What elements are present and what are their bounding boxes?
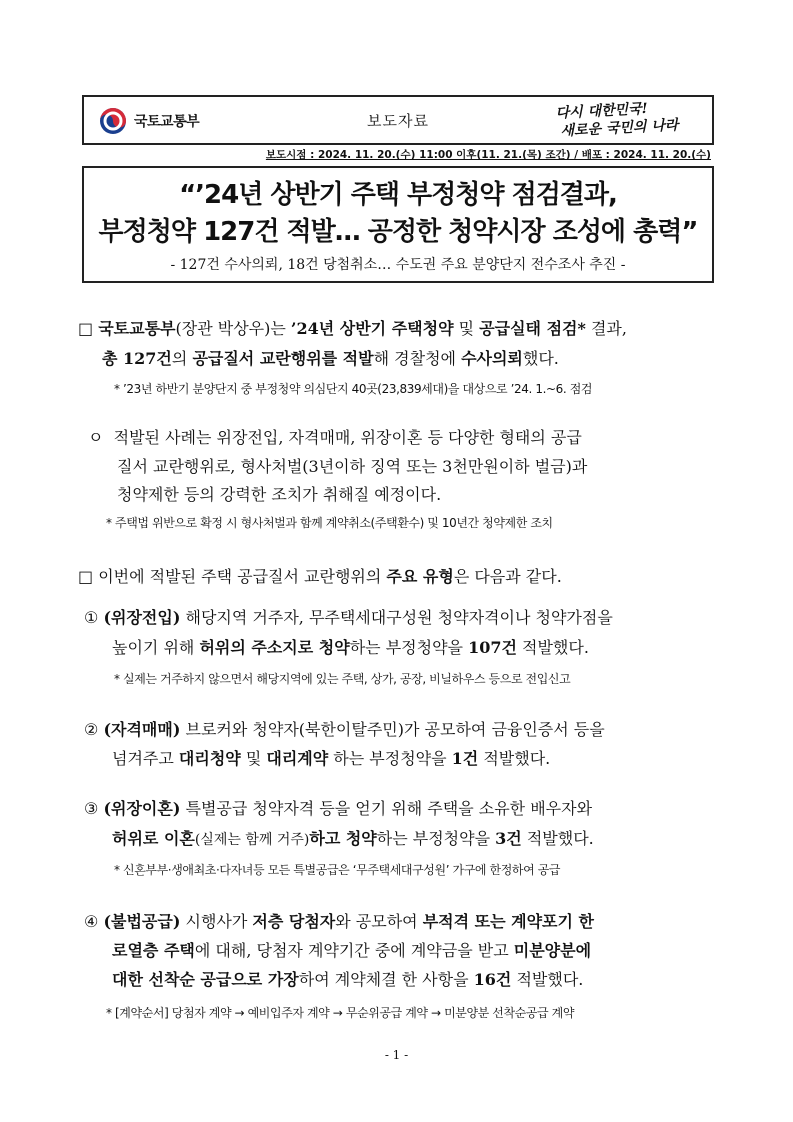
document-type: 보도자료 (367, 112, 429, 130)
item-1-line-1: ① (위장전입) 해당지역 거주자, 무주택세대구성원 청약자격이나 청약가점을 (84, 608, 613, 627)
item-4-footnote: * [계약순서] 당첨자 계약 → 예비입주자 계약 → 무순위공급 계약 → 미분양분 선착순공급 계약 (106, 1006, 575, 1020)
header-box (82, 95, 714, 145)
item-3-line-2: 허위로 이혼(실제는 함께 거주)하고 청약하는 부정청약을 3건 적발했다. (112, 829, 594, 848)
paragraph-2-line-3: 청약제한 등의 강력한 조치가 취해질 예정이다. (117, 485, 442, 504)
item-4-line-2: 로열층 주택에 대해, 당첨자 계약기간 중에 계약금을 받고 미분양분에 (112, 941, 592, 960)
paragraph-2-footnote: * 주택법 위반으로 확정 시 형사처벌과 함께 계약취소(주택환수) 및 10년간 청약제한 조치 (106, 516, 553, 530)
paragraph-2-line-1: ㅇ 적발된 사례는 위장전입, 자격매매, 위장이혼 등 다양한 형태의 공급 (88, 428, 582, 447)
headline-line-1: “’24년 상반기 주택 부정청약 점검결과, (179, 180, 617, 210)
item-2-line-2: 넘겨주고 대리청약 및 대리계약 하는 부정청약을 1건 적발했다. (112, 749, 551, 768)
item-3-line-1: ③ (위장이혼) 특별공급 청약자격 등을 얻기 위해 주택을 소유한 배우자와 (84, 799, 593, 818)
release-info: 보도시점 : 2024. 11. 20.(수) 11:00 이후(11. 21.(목) 조간) / 배포 : 2024. 11. 20.(수) (265, 149, 711, 161)
government-slogan (555, 97, 697, 140)
subheadline: - 127건 수사의뢰, 18건 당첨취소… 수도권 주요 분양단지 전수조사 추진 - (170, 257, 626, 273)
page-number: - 1 - (384, 1048, 409, 1062)
title-box (82, 166, 714, 283)
item-1-footnote: * 실제는 거주하지 않으면서 해당지역에 있는 주택, 상가, 공장, 비닐하우스 등으로 전입신고 (114, 672, 571, 686)
paragraph-1-line-1: □ 국토교통부(장관 박상우)는 ’24년 상반기 주택청약 및 공급실태 점검* 결과, (78, 319, 627, 338)
paragraph-1-footnote: * ’23년 하반기 분양단지 중 부정청약 의심단지 40곳(23,839세대)을 대상으로 ’24. 1.~6. 점검 (114, 382, 593, 396)
paragraph-3: □ 이번에 적발된 주택 공급질서 교란행위의 주요 유형은 다음과 같다. (78, 567, 562, 586)
slogan-line-1: 다시 대한민국! (555, 100, 649, 122)
headline-line-2: 부정청약 127건 적발… 공정한 청약시장 조성에 총력” (98, 217, 698, 247)
paragraph-1-line-2: 총 127건의 공급질서 교란행위를 적발해 경찰청에 수사의뢰했다. (102, 349, 559, 368)
ministry-name: 국토교통부 (134, 114, 200, 130)
slogan-line-2: 새로운 국민의 나라 (560, 117, 679, 140)
item-4-line-1: ④ (불법공급) 시행사가 저층 당첨자와 공모하여 부적격 또는 계약포기 한 (84, 912, 594, 931)
paragraph-2-line-2: 질서 교란행위로, 형사처벌(3년이하 징역 또는 3천만원이하 벌금)과 (117, 457, 588, 476)
item-4-line-3: 대한 선착순 공급으로 가장하여 계약체결 한 사항을 16건 적발했다. (112, 970, 584, 989)
item-3-footnote: * 신혼부부·생애최초·다자녀등 모든 특별공급은 ‘무주택세대구성원’ 가구에 한정하여 공급 (114, 863, 561, 877)
item-2-line-1: ② (자격매매) 브로커와 청약자(북한이탈주민)가 공모하여 금융인증서 등을 (84, 720, 605, 739)
item-1-line-2: 높이기 위해 허위의 주소지로 청약하는 부정청약을 107건 적발했다. (112, 638, 589, 657)
